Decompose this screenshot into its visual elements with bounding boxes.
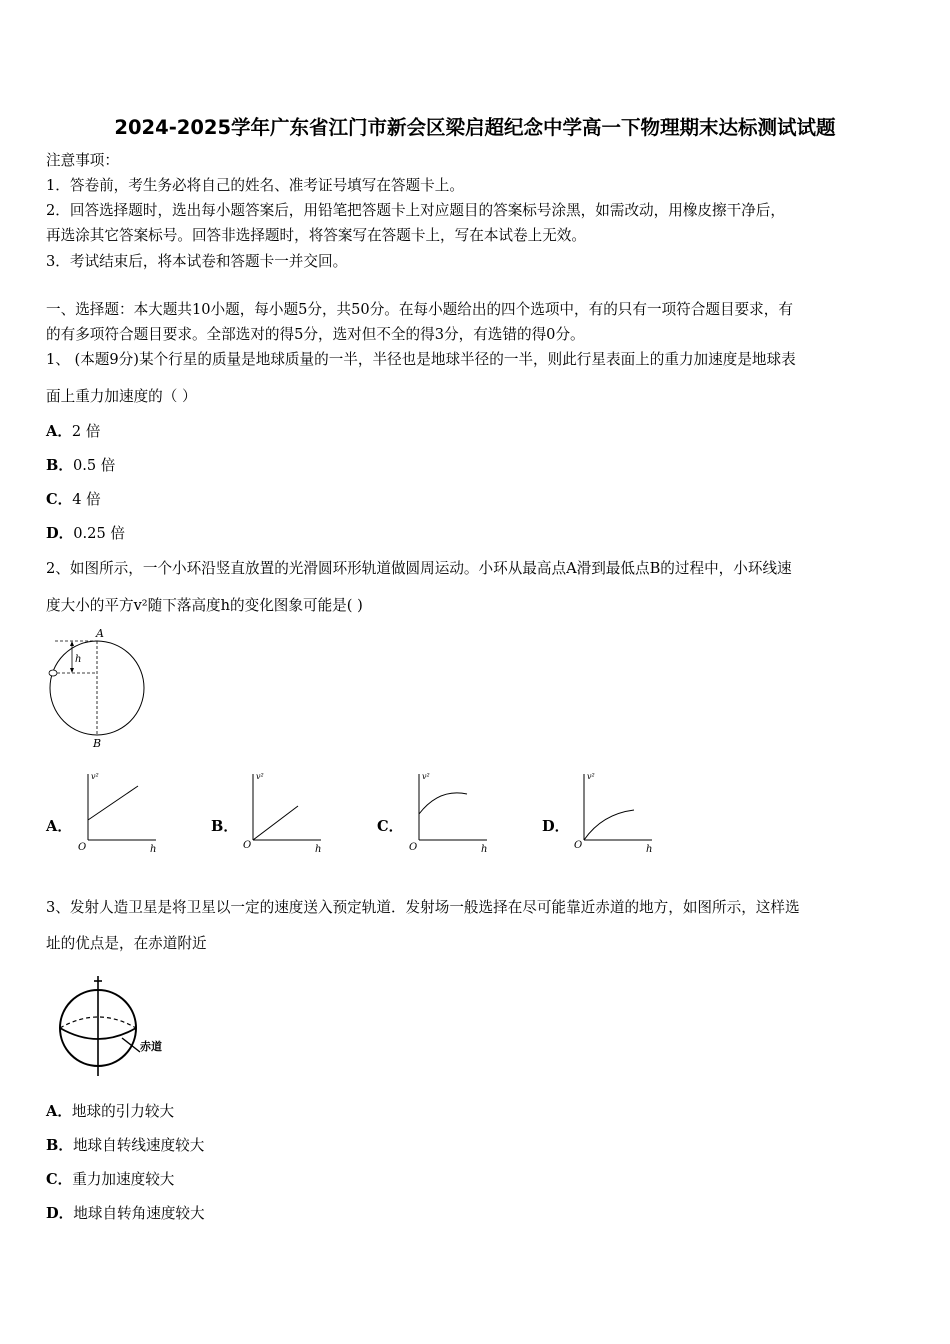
notice-item-1: 1．答卷前，考生务必将自己的姓名、准考证号填写在答题卡上。 <box>46 177 464 194</box>
graph-c-y-label: v² <box>422 772 430 781</box>
q3-option-c-text: 重力加速度较大 <box>72 1171 175 1188</box>
q3-option-b-text: 地球自转线速度较大 <box>72 1137 205 1154</box>
q1-option-c-text: 4 倍 <box>72 491 101 508</box>
q2-graph-a-label: A． <box>46 818 72 835</box>
exam-title: 2024-2025学年广东省江门市新会区梁启超纪念中学高一下物理期末达标测试试题 <box>114 116 836 139</box>
q1-stem-line1: 1、 (本题9分)某个行星的质量是地球质量的一半，半径也是地球半径的一半，则此行星表面上的重力加速度是地球表 <box>46 351 796 368</box>
q2-graph-d-label: D． <box>542 818 570 835</box>
graph-d-curve <box>584 810 634 840</box>
q3-option-a <box>46 1102 174 1122</box>
q1-option-d <box>46 524 125 544</box>
section1-line1: 一、选择题：本大题共10小题，每小题5分，共50分。在每小题给出的四个选项中，有的只有一项符合题目要求，有 <box>46 301 793 318</box>
q2-graph-d <box>572 768 662 856</box>
equator-label: 赤道 <box>140 1040 162 1053</box>
q3-option-a-label: A． <box>46 1103 72 1120</box>
q1-option-b-text: 0.5 倍 <box>72 457 116 474</box>
graph-b-y-label: v² <box>256 772 264 781</box>
q3-option-c <box>46 1170 174 1190</box>
q1-option-a-label: A． <box>46 423 72 440</box>
arrow-head-bottom-icon <box>70 668 74 673</box>
height-label: h <box>75 654 82 665</box>
graph-d-origin: O <box>574 840 583 851</box>
notice-item-2: 2．回答选择题时，选出每小题答案后，用铅笔把答题卡上对应题目的答案标号涂黑，如需改动，用橡皮擦干净后， <box>46 202 785 219</box>
q2-graph-c <box>407 768 497 856</box>
graph-c-origin: O <box>409 842 418 853</box>
q3-option-c-label: C． <box>46 1171 73 1188</box>
equator-pointer <box>122 1038 140 1052</box>
q2-graph-b <box>241 768 331 856</box>
q2-graph-b-label: B． <box>211 818 238 835</box>
q1-option-c-label: C． <box>46 491 73 508</box>
q3-option-d <box>46 1204 205 1224</box>
q3-earth-figure <box>52 972 176 1078</box>
q3-option-b-label: B． <box>46 1137 73 1154</box>
arrow-head-top-icon <box>70 641 74 646</box>
q2-stem-line2: 度大小的平方v²随下落高度h的变化图象可能是( ) <box>46 597 363 614</box>
graph-b-curve <box>253 806 298 840</box>
q1-option-b-label: B． <box>46 457 73 474</box>
point-a-label: A <box>96 627 104 640</box>
q1-option-d-text: 0.25 倍 <box>73 525 125 542</box>
point-b-label: B <box>93 737 102 750</box>
graph-a-curve <box>88 786 138 820</box>
q3-option-b <box>46 1136 204 1156</box>
graph-c-curve <box>419 793 467 814</box>
q3-option-a-text: 地球的引力较大 <box>71 1103 175 1120</box>
q2-graph-a <box>76 768 166 856</box>
graph-a-x-label: h <box>150 844 157 855</box>
q1-option-b <box>46 456 115 476</box>
graph-d-x-label: h <box>646 844 653 855</box>
small-ring-icon <box>49 670 57 676</box>
graph-b-x-label: h <box>315 844 322 855</box>
q1-option-c <box>46 490 101 510</box>
q2-stem-line1: 2、如图所示，一个小环沿竖直放置的光滑圆环形轨道做圆周运动。小环从最高点A滑到最低点B的过程中，小环线速 <box>46 560 792 577</box>
section1-line2: 的有多项符合题目要求。全部选对的得5分，选对但不全的得3分，有选错的得0分。 <box>46 326 585 343</box>
graph-a-y-label: v² <box>91 772 99 781</box>
q1-option-a-text: 2 倍 <box>71 423 101 440</box>
graph-c-x-label: h <box>481 844 488 855</box>
graph-a-origin: O <box>78 842 87 853</box>
notice-heading: 注意事项： <box>46 152 119 169</box>
q1-option-a <box>46 422 100 442</box>
notice-item-3: 3．考试结束后，将本试卷和答题卡一并交回。 <box>46 253 348 270</box>
q3-stem-line2: 址的优点是，在赤道附近 <box>46 935 207 952</box>
notice-item-2-cont: 再选涂其它答案标号。回答非选择题时，将答案写在答题卡上，写在本试卷上无效。 <box>46 227 586 244</box>
q3-option-d-label: D． <box>46 1205 74 1222</box>
q2-graph-c-label: C． <box>377 818 404 835</box>
graph-d-y-label: v² <box>587 772 595 781</box>
q1-stem-line2: 面上重力加速度的（ ） <box>46 388 197 405</box>
q3-stem-line1: 3、发射人造卫星是将卫星以一定的速度送入预定轨道．发射场一般选择在尽可能靠近赤道的地方，如图所示，这样选 <box>46 899 800 916</box>
q1-option-d-label: D． <box>46 525 74 542</box>
graph-b-origin: O <box>243 840 252 851</box>
q3-option-d-text: 地球自转角速度较大 <box>73 1205 205 1222</box>
q2-circle-figure <box>40 625 160 753</box>
